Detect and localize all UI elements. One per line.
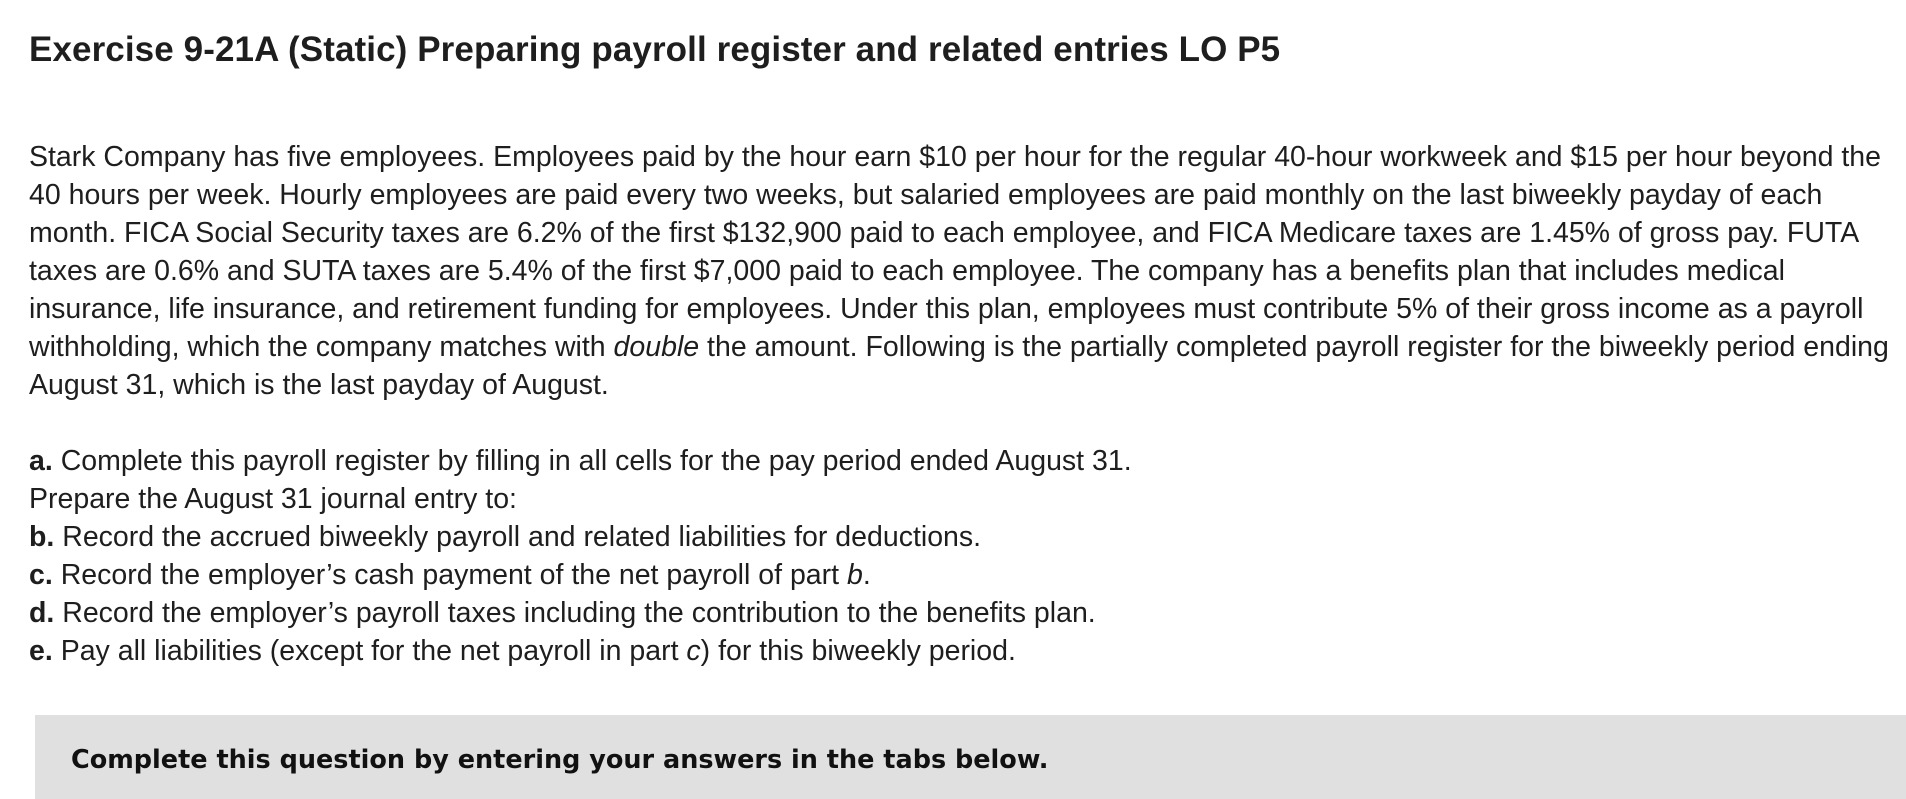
prepare-instruction: Prepare the August 31 journal entry to: [29,483,517,515]
task-e-end: ) for this biweekly period. [700,635,1016,667]
task-c-letter: c. [29,559,53,591]
task-c [29,556,1132,594]
intro-emphasis: double [613,331,700,363]
task-e-letter: e. [29,635,53,667]
task-b-letter: b. [29,521,55,553]
banner-text: Complete this question by entering your answers in the tabs below. [71,745,1049,775]
task-d-text: Record the employer’s payroll taxes including the contribution to the benefits plan. [54,597,1096,629]
task-a-text: Complete this payroll register by filling in all cells for the pay period ended August 31. [52,445,1132,477]
task-c-ref: b [846,559,863,591]
task-e [29,632,1132,670]
task-b-text: Record the accrued biweekly payroll and related liabilities for deductions. [54,521,982,553]
task-d-letter: d. [29,597,55,629]
task-d [29,594,1132,632]
task-b [29,518,1132,556]
intro-text-part1: Stark Company has five employees. Employees paid by the hour earn $10 per hour for the regular 40-hour workweek and $15 per hour beyond the 40 hours per week. Hourly employees are paid every two weeks, but salaried employees are paid monthly on the last biweekly payday of each month. FICA Social Security taxes are 6.2% of the first $132,900 paid to each employee, and FICA Medicare taxes are 1.45% of gross pay. FUTA taxes are 0.6% and SUTA taxes are 5.4% of the first $7,000 paid to each employee. The company has a benefits plan that includes medical insurance, life insurance, and retirement funding for employees. Under this plan, employees must contribute 5% of their gross income as a payroll withholding, which the company matches with [29,141,1882,363]
answer-instructions-banner [35,715,1906,799]
intro-text-part2: the amount. Following is the partially completed payroll register for the biweekly period ending August 31, which is the last payday of August. [29,331,1889,401]
task-e-text: Pay all liabilities (except for the net payroll in part [52,635,687,667]
task-c-text: Record the employer’s cash payment of the net payroll of part [52,559,847,591]
task-c-end: . [862,559,871,591]
exercise-title: Exercise 9-21A (Static) Preparing payroll register and related entries LO P5 [29,30,1281,69]
exercise-intro [29,138,1889,404]
task-a [29,442,1132,480]
task-list [29,442,1132,670]
task-a-letter: a. [29,445,53,477]
task-e-ref: c [686,635,701,667]
